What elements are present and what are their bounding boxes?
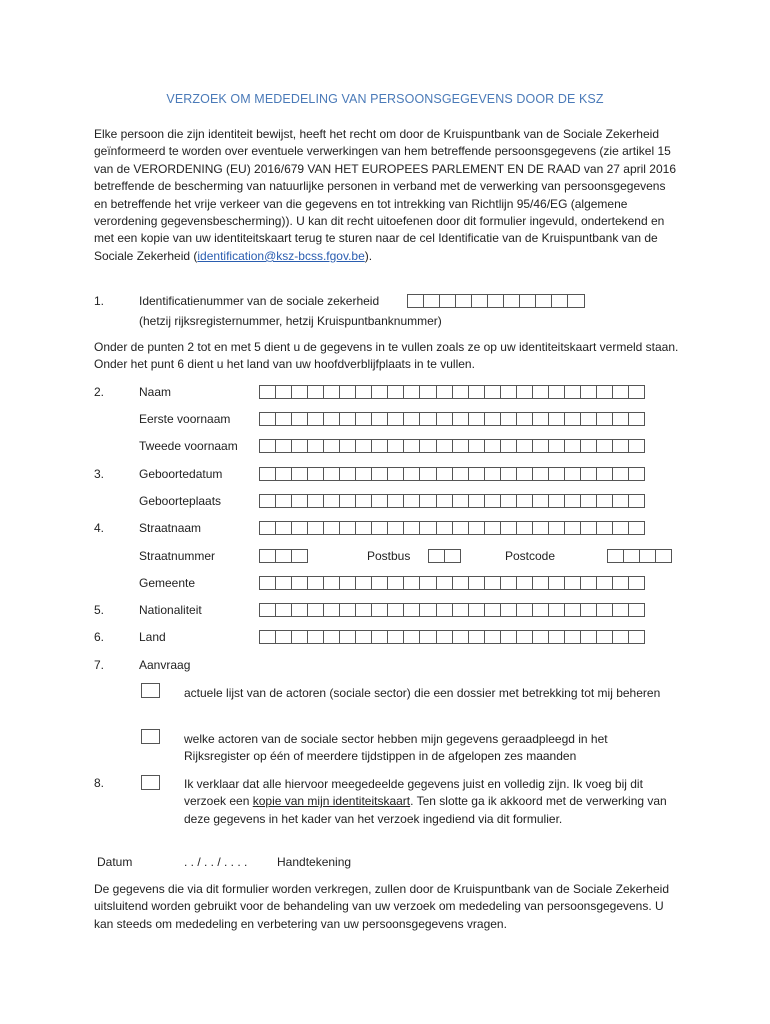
character-box[interactable] bbox=[387, 467, 404, 481]
character-box[interactable] bbox=[484, 439, 501, 453]
character-box[interactable] bbox=[596, 521, 613, 535]
character-box[interactable] bbox=[484, 603, 501, 617]
character-box[interactable] bbox=[452, 576, 469, 590]
footer-paragraph: De gegevens die via dit formulier worden verkregen, zullen door de Kruispuntbank van de Sociale Zekerheid uitsluitend worden gebruikt voor de behandeling van uw verzoek om mededeling van persoonsgegevens. U kan steeds om mededeling en verbetering van uw persoonsgegevens vragen. bbox=[94, 882, 669, 931]
intro-end: ). bbox=[364, 248, 373, 263]
straatnummer-label: Straatnummer bbox=[139, 549, 216, 563]
character-box[interactable] bbox=[519, 294, 536, 308]
character-box[interactable] bbox=[532, 630, 549, 644]
character-box[interactable] bbox=[612, 630, 629, 644]
item-1-sublabel: (hetzij rijksregisternummer, hetzij Kruispuntbanknummer) bbox=[139, 314, 442, 328]
character-box[interactable] bbox=[355, 412, 372, 426]
character-box[interactable] bbox=[516, 576, 533, 590]
character-box[interactable] bbox=[307, 630, 324, 644]
geboortedatum-field[interactable] bbox=[259, 467, 644, 481]
character-box[interactable] bbox=[596, 603, 613, 617]
character-box[interactable] bbox=[307, 521, 324, 535]
instructions-paragraph: Onder de punten 2 tot en met 5 dient u de gegevens in te vullen zoals ze op uw identiteitskaart vermeld staan. Onder het punt 6 dient u het land van uw hoofdverblijfplaats in te vullen. bbox=[94, 340, 679, 372]
character-box[interactable] bbox=[564, 603, 581, 617]
character-box[interactable] bbox=[339, 412, 356, 426]
character-box[interactable] bbox=[516, 385, 533, 399]
naam-field[interactable] bbox=[259, 385, 644, 399]
character-box[interactable] bbox=[323, 630, 340, 644]
character-box[interactable] bbox=[436, 603, 453, 617]
character-box[interactable] bbox=[596, 630, 613, 644]
postcode-field[interactable] bbox=[607, 549, 671, 563]
item-6-number: 6. bbox=[94, 630, 105, 644]
character-box[interactable] bbox=[468, 494, 485, 508]
datum-label: Datum bbox=[97, 855, 133, 869]
character-box[interactable] bbox=[516, 521, 533, 535]
character-box[interactable] bbox=[596, 439, 613, 453]
character-box[interactable] bbox=[548, 603, 565, 617]
character-box[interactable] bbox=[564, 576, 581, 590]
character-box[interactable] bbox=[339, 521, 356, 535]
character-box[interactable] bbox=[323, 412, 340, 426]
character-box[interactable] bbox=[339, 439, 356, 453]
character-box[interactable] bbox=[387, 439, 404, 453]
character-box[interactable] bbox=[323, 467, 340, 481]
character-box[interactable] bbox=[436, 412, 453, 426]
character-box[interactable] bbox=[307, 603, 324, 617]
character-box[interactable] bbox=[371, 412, 388, 426]
item-1-number: 1. bbox=[94, 294, 105, 308]
identification-number-field[interactable] bbox=[407, 294, 584, 308]
character-box[interactable] bbox=[355, 630, 372, 644]
character-box[interactable] bbox=[484, 630, 501, 644]
character-box[interactable] bbox=[532, 467, 549, 481]
character-box[interactable] bbox=[371, 385, 388, 399]
character-box[interactable] bbox=[468, 576, 485, 590]
character-box[interactable] bbox=[444, 549, 461, 563]
character-box[interactable] bbox=[500, 576, 517, 590]
character-box[interactable] bbox=[535, 294, 552, 308]
item-2-number: 2. bbox=[94, 385, 105, 399]
character-box[interactable] bbox=[516, 439, 533, 453]
character-box[interactable] bbox=[419, 494, 436, 508]
character-box[interactable] bbox=[612, 521, 629, 535]
character-box[interactable] bbox=[323, 521, 340, 535]
character-box[interactable] bbox=[403, 412, 420, 426]
character-box[interactable] bbox=[371, 603, 388, 617]
character-box[interactable] bbox=[403, 439, 420, 453]
character-box[interactable] bbox=[468, 467, 485, 481]
character-box[interactable] bbox=[628, 467, 645, 481]
character-box[interactable] bbox=[452, 521, 469, 535]
character-box[interactable] bbox=[339, 630, 356, 644]
character-box[interactable] bbox=[323, 439, 340, 453]
character-box[interactable] bbox=[355, 494, 372, 508]
item-5-number: 5. bbox=[94, 603, 105, 617]
character-box[interactable] bbox=[628, 494, 645, 508]
character-box[interactable] bbox=[291, 603, 308, 617]
character-box[interactable] bbox=[387, 494, 404, 508]
character-box[interactable] bbox=[468, 385, 485, 399]
character-box[interactable] bbox=[291, 576, 308, 590]
character-box[interactable] bbox=[259, 467, 276, 481]
character-box[interactable] bbox=[403, 521, 420, 535]
character-box[interactable] bbox=[419, 385, 436, 399]
character-box[interactable] bbox=[452, 385, 469, 399]
option-actoren-lijst-checkbox[interactable] bbox=[141, 683, 160, 698]
character-box[interactable] bbox=[403, 603, 420, 617]
character-box[interactable] bbox=[387, 521, 404, 535]
character-box[interactable] bbox=[500, 412, 517, 426]
character-box[interactable] bbox=[580, 630, 597, 644]
character-box[interactable] bbox=[275, 521, 292, 535]
character-box[interactable] bbox=[628, 630, 645, 644]
character-box[interactable] bbox=[596, 412, 613, 426]
character-box[interactable] bbox=[548, 412, 565, 426]
character-box[interactable] bbox=[628, 439, 645, 453]
character-box[interactable] bbox=[419, 521, 436, 535]
character-box[interactable] bbox=[580, 439, 597, 453]
character-box[interactable] bbox=[655, 549, 672, 563]
character-box[interactable] bbox=[371, 494, 388, 508]
character-box[interactable] bbox=[291, 494, 308, 508]
character-box[interactable] bbox=[468, 630, 485, 644]
character-box[interactable] bbox=[580, 385, 597, 399]
character-box[interactable] bbox=[532, 439, 549, 453]
character-box[interactable] bbox=[516, 494, 533, 508]
character-box[interactable] bbox=[452, 439, 469, 453]
character-box[interactable] bbox=[500, 385, 517, 399]
handtekening-label: Handtekening bbox=[277, 855, 352, 869]
character-box[interactable] bbox=[339, 467, 356, 481]
character-box[interactable] bbox=[564, 494, 581, 508]
character-box[interactable] bbox=[307, 467, 324, 481]
character-box[interactable] bbox=[339, 494, 356, 508]
character-box[interactable] bbox=[468, 603, 485, 617]
character-box[interactable] bbox=[407, 294, 424, 308]
character-box[interactable] bbox=[436, 521, 453, 535]
character-box[interactable] bbox=[532, 412, 549, 426]
character-box[interactable] bbox=[355, 576, 372, 590]
character-box[interactable] bbox=[323, 385, 340, 399]
character-box[interactable] bbox=[564, 467, 581, 481]
character-box[interactable] bbox=[564, 439, 581, 453]
character-box[interactable] bbox=[275, 439, 292, 453]
character-box[interactable] bbox=[259, 630, 276, 644]
character-box[interactable] bbox=[468, 439, 485, 453]
character-box[interactable] bbox=[387, 630, 404, 644]
character-box[interactable] bbox=[259, 521, 276, 535]
character-box[interactable] bbox=[452, 494, 469, 508]
character-box[interactable] bbox=[500, 521, 517, 535]
character-box[interactable] bbox=[403, 576, 420, 590]
aanvraag-label: Aanvraag bbox=[139, 658, 191, 672]
item-4-number: 4. bbox=[94, 521, 105, 535]
character-box[interactable] bbox=[275, 494, 292, 508]
character-box[interactable] bbox=[355, 521, 372, 535]
character-box[interactable] bbox=[387, 576, 404, 590]
character-box[interactable] bbox=[403, 385, 420, 399]
character-box[interactable] bbox=[607, 549, 624, 563]
character-box[interactable] bbox=[371, 630, 388, 644]
character-box[interactable] bbox=[532, 576, 549, 590]
character-box[interactable] bbox=[419, 630, 436, 644]
character-box[interactable] bbox=[403, 630, 420, 644]
character-box[interactable] bbox=[291, 521, 308, 535]
character-box[interactable] bbox=[612, 603, 629, 617]
character-box[interactable] bbox=[259, 576, 276, 590]
character-box[interactable] bbox=[639, 549, 656, 563]
character-box[interactable] bbox=[355, 385, 372, 399]
character-box[interactable] bbox=[371, 576, 388, 590]
declaration-text bbox=[184, 776, 674, 828]
character-box[interactable] bbox=[548, 576, 565, 590]
character-box[interactable] bbox=[484, 412, 501, 426]
character-box[interactable] bbox=[548, 385, 565, 399]
character-box[interactable] bbox=[612, 494, 629, 508]
postbus-label: Postbus bbox=[367, 549, 411, 563]
email-link[interactable]: identification@ksz-bcss.fgov.be bbox=[197, 248, 365, 263]
character-box[interactable] bbox=[452, 467, 469, 481]
character-box[interactable] bbox=[623, 549, 640, 563]
character-box[interactable] bbox=[436, 630, 453, 644]
character-box[interactable] bbox=[532, 521, 549, 535]
character-box[interactable] bbox=[484, 467, 501, 481]
character-box[interactable] bbox=[580, 494, 597, 508]
character-box[interactable] bbox=[339, 603, 356, 617]
character-box[interactable] bbox=[500, 630, 517, 644]
character-box[interactable] bbox=[323, 576, 340, 590]
character-box[interactable] bbox=[259, 412, 276, 426]
character-box[interactable] bbox=[307, 385, 324, 399]
character-box[interactable] bbox=[275, 549, 292, 563]
option-actoren-lijst-text: actuele lijst van de actoren (sociale sector) die een dossier met betrekking tot mij beheren bbox=[184, 686, 661, 700]
character-box[interactable] bbox=[628, 521, 645, 535]
character-box[interactable] bbox=[291, 385, 308, 399]
character-box[interactable] bbox=[532, 494, 549, 508]
character-box[interactable] bbox=[596, 467, 613, 481]
character-box[interactable] bbox=[516, 467, 533, 481]
character-box[interactable] bbox=[291, 467, 308, 481]
item-1-label: Identificatienummer van de sociale zekerheid bbox=[139, 294, 380, 308]
character-box[interactable] bbox=[452, 603, 469, 617]
character-box[interactable] bbox=[259, 603, 276, 617]
character-box[interactable] bbox=[371, 521, 388, 535]
character-box[interactable] bbox=[628, 385, 645, 399]
option-raadplegingen-text: welke actoren van de sociale sector hebben mijn gegevens geraadpleegd in het Rijksregister op één of meerdere tijdstippen in de afgelopen zes maanden bbox=[184, 732, 608, 764]
character-box[interactable] bbox=[580, 467, 597, 481]
character-box[interactable] bbox=[259, 494, 276, 508]
character-box[interactable] bbox=[323, 603, 340, 617]
eerste-voornaam-field[interactable] bbox=[259, 412, 644, 426]
character-box[interactable] bbox=[500, 467, 517, 481]
tweede-voornaam-label: Tweede voornaam bbox=[139, 439, 238, 453]
character-box[interactable] bbox=[259, 385, 276, 399]
character-box[interactable] bbox=[275, 630, 292, 644]
declaration-checkbox[interactable] bbox=[141, 775, 160, 790]
character-box[interactable] bbox=[548, 467, 565, 481]
datum-field[interactable]: . . / . . / . . . . bbox=[184, 855, 248, 869]
character-box[interactable] bbox=[307, 576, 324, 590]
character-box[interactable] bbox=[516, 412, 533, 426]
character-box[interactable] bbox=[484, 576, 501, 590]
character-box[interactable] bbox=[580, 521, 597, 535]
land-field[interactable] bbox=[259, 630, 644, 644]
character-box[interactable] bbox=[484, 385, 501, 399]
character-box[interactable] bbox=[275, 467, 292, 481]
character-box[interactable] bbox=[291, 630, 308, 644]
character-box[interactable] bbox=[387, 603, 404, 617]
character-box[interactable] bbox=[419, 412, 436, 426]
character-box[interactable] bbox=[403, 467, 420, 481]
character-box[interactable] bbox=[259, 439, 276, 453]
character-box[interactable] bbox=[436, 439, 453, 453]
gemeente-label: Gemeente bbox=[139, 576, 196, 590]
nationaliteit-field[interactable] bbox=[259, 603, 644, 617]
character-box[interactable] bbox=[564, 630, 581, 644]
character-box[interactable] bbox=[419, 603, 436, 617]
character-box[interactable] bbox=[484, 494, 501, 508]
character-box[interactable] bbox=[580, 412, 597, 426]
character-box[interactable] bbox=[439, 294, 456, 308]
character-box[interactable] bbox=[339, 576, 356, 590]
declaration-text-after: . Ten slotte ga ik akkoord met de verwerking van deze gegevens in het kader van het verzoek ingediend via dit formulier. bbox=[184, 794, 667, 826]
character-box[interactable] bbox=[500, 439, 517, 453]
character-box[interactable] bbox=[532, 603, 549, 617]
character-box[interactable] bbox=[468, 521, 485, 535]
character-box[interactable] bbox=[275, 603, 292, 617]
character-box[interactable] bbox=[423, 294, 440, 308]
character-box[interactable] bbox=[436, 467, 453, 481]
character-box[interactable] bbox=[291, 412, 308, 426]
character-box[interactable] bbox=[612, 467, 629, 481]
character-box[interactable] bbox=[275, 412, 292, 426]
character-box[interactable] bbox=[596, 576, 613, 590]
intro-paragraph bbox=[94, 126, 682, 265]
character-box[interactable] bbox=[259, 549, 276, 563]
character-box[interactable] bbox=[516, 630, 533, 644]
character-box[interactable] bbox=[355, 467, 372, 481]
character-box[interactable] bbox=[612, 439, 629, 453]
character-box[interactable] bbox=[371, 439, 388, 453]
character-box[interactable] bbox=[596, 385, 613, 399]
character-box[interactable] bbox=[564, 385, 581, 399]
character-box[interactable] bbox=[548, 521, 565, 535]
character-box[interactable] bbox=[436, 385, 453, 399]
character-box[interactable] bbox=[564, 521, 581, 535]
character-box[interactable] bbox=[596, 494, 613, 508]
character-box[interactable] bbox=[551, 294, 568, 308]
character-box[interactable] bbox=[452, 412, 469, 426]
straatnummer-field[interactable] bbox=[259, 549, 307, 563]
character-box[interactable] bbox=[323, 494, 340, 508]
character-box[interactable] bbox=[371, 467, 388, 481]
character-box[interactable] bbox=[503, 294, 520, 308]
geboortedatum-label: Geboortedatum bbox=[139, 467, 223, 481]
character-box[interactable] bbox=[628, 412, 645, 426]
character-box[interactable] bbox=[436, 576, 453, 590]
item-3-number: 3. bbox=[94, 467, 105, 481]
character-box[interactable] bbox=[455, 294, 472, 308]
page-title: VERZOEK OM MEDEDELING VAN PERSOONSGEGEVENS DOOR DE KSZ bbox=[166, 92, 604, 106]
character-box[interactable] bbox=[452, 630, 469, 644]
character-box[interactable] bbox=[532, 385, 549, 399]
nationaliteit-label: Nationaliteit bbox=[139, 603, 202, 617]
character-box[interactable] bbox=[500, 494, 517, 508]
character-box[interactable] bbox=[548, 439, 565, 453]
character-box[interactable] bbox=[580, 603, 597, 617]
character-box[interactable] bbox=[419, 467, 436, 481]
character-box[interactable] bbox=[516, 603, 533, 617]
straatnaam-field[interactable] bbox=[259, 521, 644, 535]
character-box[interactable] bbox=[628, 603, 645, 617]
character-box[interactable] bbox=[387, 385, 404, 399]
geboorteplaats-label: Geboorteplaats bbox=[139, 494, 222, 508]
land-label: Land bbox=[139, 630, 166, 644]
character-box[interactable] bbox=[339, 385, 356, 399]
character-box[interactable] bbox=[564, 412, 581, 426]
tweede-voornaam-field[interactable] bbox=[259, 439, 644, 453]
declaration-text-before: Ik verklaar dat alle hiervoor meegedeelde gegevens juist en volledig zijn. Ik voeg bij dit verzoek een bbox=[184, 777, 643, 809]
character-box[interactable] bbox=[612, 576, 629, 590]
character-box[interactable] bbox=[612, 385, 629, 399]
character-box[interactable] bbox=[419, 439, 436, 453]
character-box[interactable] bbox=[275, 576, 292, 590]
character-box[interactable] bbox=[387, 412, 404, 426]
character-box[interactable] bbox=[548, 630, 565, 644]
character-box[interactable] bbox=[500, 603, 517, 617]
character-box[interactable] bbox=[307, 494, 324, 508]
character-box[interactable] bbox=[428, 549, 445, 563]
gemeente-field[interactable] bbox=[259, 576, 644, 590]
option-raadplegingen-checkbox[interactable] bbox=[141, 729, 160, 744]
character-box[interactable] bbox=[291, 549, 308, 563]
item-8-number: 8. bbox=[94, 776, 105, 790]
intro-text: Elke persoon die zijn identiteit bewijst, heeft het recht om door de Kruispuntbank van de Sociale Zekerheid geïnformeerd te worden over eventuele verwerkingen van hem betreffende persoonsgegevens (zie artikel 15 van de VERORDENING (EU) 2016/679 VAN HET EUROPEES PARLEMENT EN DE RAAD van 27 april 2016 betreffende de bescherming van natuurlijke personen in verband met de verwerking van persoonsgegevens en betreffende het vrije verkeer van die gegevens en tot intrekking van Richtlijn 95/46/EG (algemene verordening gegevensbescherming)). U kan dit recht uitoefenen door dit formulier ingevuld, ondertekend en met een kopie van uw identiteitskaart terug te sturen naar de cel Identificatie van de Kruispuntbank van de Sociale Zekerheid ( bbox=[94, 127, 676, 263]
id-copy-link: kopie van mijn identiteitskaart bbox=[252, 794, 411, 809]
character-box[interactable] bbox=[355, 439, 372, 453]
character-box[interactable] bbox=[419, 576, 436, 590]
character-box[interactable] bbox=[307, 412, 324, 426]
postcode-label: Postcode bbox=[505, 549, 556, 563]
naam-label: Naam bbox=[139, 385, 172, 399]
character-box[interactable] bbox=[291, 439, 308, 453]
character-box[interactable] bbox=[567, 294, 584, 308]
character-box[interactable] bbox=[403, 494, 420, 508]
character-box[interactable] bbox=[468, 412, 485, 426]
character-box[interactable] bbox=[307, 439, 324, 453]
item-7-number: 7. bbox=[94, 658, 105, 672]
geboorteplaats-field[interactable] bbox=[259, 494, 644, 508]
character-box[interactable] bbox=[355, 603, 372, 617]
eerste-voornaam-label: Eerste voornaam bbox=[139, 412, 231, 426]
character-box[interactable] bbox=[484, 521, 501, 535]
character-box[interactable] bbox=[436, 494, 453, 508]
postbus-field[interactable] bbox=[428, 549, 460, 563]
character-box[interactable] bbox=[612, 412, 629, 426]
character-box[interactable] bbox=[471, 294, 488, 308]
character-box[interactable] bbox=[580, 576, 597, 590]
character-box[interactable] bbox=[548, 494, 565, 508]
character-box[interactable] bbox=[275, 385, 292, 399]
character-box[interactable] bbox=[628, 576, 645, 590]
character-box[interactable] bbox=[487, 294, 504, 308]
straatnaam-label: Straatnaam bbox=[139, 521, 202, 535]
